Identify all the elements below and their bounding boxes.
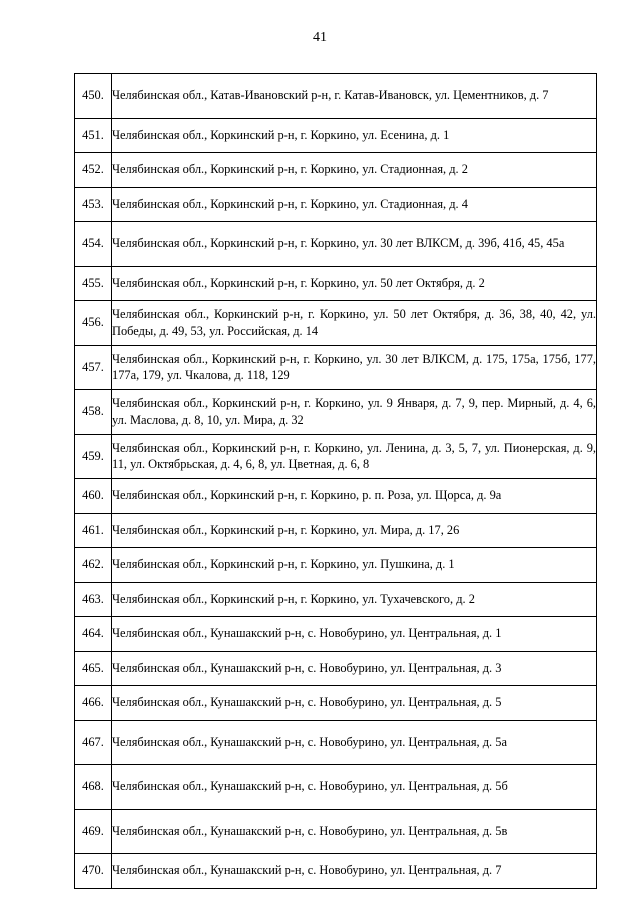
row-number: 450.: [75, 74, 112, 119]
row-number: 463.: [75, 582, 112, 617]
row-address: Челябинская обл., Коркинский р-н, г. Коркино, ул. 50 лет Октября, д. 36, 38, 40, 42, ул. Победы, д. 49, 53, ул. Российская, д. 14: [112, 301, 597, 346]
page-number: 41: [313, 30, 327, 45]
table-row: [75, 582, 597, 617]
row-number: 469.: [75, 809, 112, 854]
row-address: Челябинская обл., Коркинский р-н, г. Коркино, р. п. Роза, ул. Щорса, д. 9а: [112, 479, 597, 514]
row-address: Челябинская обл., Кунашакский р-н, с. Новобурино, ул. Центральная, д. 5: [112, 686, 597, 721]
row-number: 460.: [75, 479, 112, 514]
row-address: Челябинская обл., Кунашакский р-н, с. Новобурино, ул. Центральная, д. 1: [112, 617, 597, 652]
table-row: [75, 434, 597, 479]
row-number: 462.: [75, 548, 112, 583]
table-row: [75, 390, 597, 435]
row-address: Челябинская обл., Коркинский р-н, г. Коркино, ул. Стадионная, д. 2: [112, 153, 597, 188]
table-row: [75, 854, 597, 889]
row-number: 461.: [75, 513, 112, 548]
row-number: 468.: [75, 765, 112, 810]
table-row: [75, 479, 597, 514]
table-row: [75, 686, 597, 721]
row-address: Челябинская обл., Коркинский р-н, г. Коркино, ул. Тухачевского, д. 2: [112, 582, 597, 617]
row-address: Челябинская обл., Коркинский р-н, г. Коркино, ул. 30 лет ВЛКСМ, д. 39б, 41б, 45, 45а: [112, 222, 597, 267]
table-row: [75, 153, 597, 188]
row-address: Челябинская обл., Кунашакский р-н, с. Новобурино, ул. Центральная, д. 5б: [112, 765, 597, 810]
row-address: Челябинская обл., Кунашакский р-н, с. Новобурино, ул. Центральная, д. 7: [112, 854, 597, 889]
table-row: [75, 720, 597, 765]
table-row: [75, 74, 597, 119]
row-number: 465.: [75, 651, 112, 686]
row-address: Челябинская обл., Кунашакский р-н, с. Новобурино, ул. Центральная, д. 5а: [112, 720, 597, 765]
row-address: Челябинская обл., Коркинский р-н, г. Коркино, ул. 30 лет ВЛКСМ, д. 175, 175а, 175б, 177, 177а, 179, ул. Чкалова, д. 118, 129: [112, 345, 597, 390]
row-address: Челябинская обл., Коркинский р-н, г. Коркино, ул. Пушкина, д. 1: [112, 548, 597, 583]
row-address: Челябинская обл., Коркинский р-н, г. Коркино, ул. Мира, д. 17, 26: [112, 513, 597, 548]
row-number: 455.: [75, 266, 112, 301]
table-row: [75, 301, 597, 346]
address-table-body: [75, 74, 597, 889]
table-row: [75, 118, 597, 153]
row-number: 452.: [75, 153, 112, 188]
row-number: 466.: [75, 686, 112, 721]
row-number: 453.: [75, 187, 112, 222]
row-number: 456.: [75, 301, 112, 346]
table-row: [75, 548, 597, 583]
row-address: Челябинская обл., Коркинский р-н, г. Коркино, ул. Есенина, д. 1: [112, 118, 597, 153]
row-number: 459.: [75, 434, 112, 479]
row-address: Челябинская обл., Катав-Ивановский р-н, г. Катав-Ивановск, ул. Цементников, д. 7: [112, 74, 597, 119]
table-row: [75, 187, 597, 222]
row-number: 470.: [75, 854, 112, 889]
row-number: 464.: [75, 617, 112, 652]
table-row: [75, 266, 597, 301]
row-number: 467.: [75, 720, 112, 765]
row-number: 451.: [75, 118, 112, 153]
table-row: [75, 651, 597, 686]
table-row: [75, 513, 597, 548]
row-address: Челябинская обл., Коркинский р-н, г. Коркино, ул. 50 лет Октября, д. 2: [112, 266, 597, 301]
row-address: Челябинская обл., Кунашакский р-н, с. Новобурино, ул. Центральная, д. 3: [112, 651, 597, 686]
table-row: [75, 345, 597, 390]
row-number: 458.: [75, 390, 112, 435]
row-number: 454.: [75, 222, 112, 267]
row-address: Челябинская обл., Кунашакский р-н, с. Новобурино, ул. Центральная, д. 5в: [112, 809, 597, 854]
row-address: Челябинская обл., Коркинский р-н, г. Коркино, ул. Ленина, д. 3, 5, 7, ул. Пионерская, д. 9, 11, ул. Октябрьская, д. 4, 6, 8, ул. Цветная, д. 6, 8: [112, 434, 597, 479]
row-address: Челябинская обл., Коркинский р-н, г. Коркино, ул. 9 Января, д. 7, 9, пер. Мирный, д. 4, 6, ул. Маслова, д. 8, 10, ул. Мира, д. 32: [112, 390, 597, 435]
table-row: [75, 617, 597, 652]
table-row: [75, 809, 597, 854]
row-address: Челябинская обл., Коркинский р-н, г. Коркино, ул. Стадионная, д. 4: [112, 187, 597, 222]
table-row: [75, 222, 597, 267]
table-row: [75, 765, 597, 810]
address-table: [74, 73, 597, 889]
row-number: 457.: [75, 345, 112, 390]
